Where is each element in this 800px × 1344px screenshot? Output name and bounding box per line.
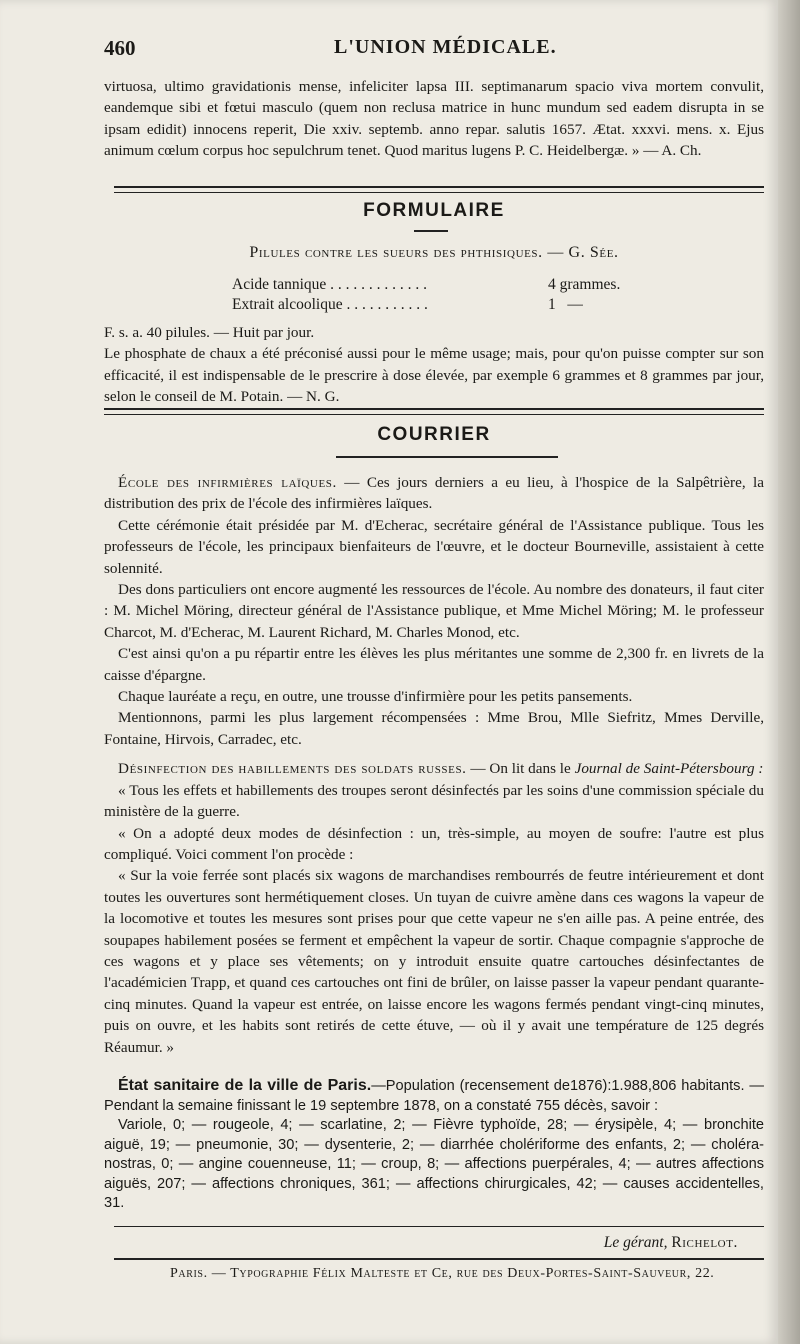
gerant-name: Richelot.	[671, 1234, 738, 1251]
gerant-line	[604, 1234, 738, 1252]
ingredient-name: Acide tannique	[232, 276, 327, 293]
section-divider-thin	[104, 414, 764, 415]
epitaph-block	[104, 76, 764, 162]
recipe-title-row	[104, 244, 764, 262]
heading-dash	[414, 230, 448, 232]
etat-intro-text: —Population (recensement de1876):1.988,806 habitants. — Pendant la semaine finissant le 19 septembre 1878, on a constaté 755 décès, savoir :	[104, 1078, 765, 1114]
imprint-line	[170, 1266, 760, 1282]
leader-dots: . . . . . . . . . . . . .	[326, 276, 428, 293]
etat-intro	[104, 1076, 764, 1116]
ecole-paragraph: C'est ainsi qu'on a pu répartir entre les élèves les plus méritantes une somme de 2,300 fr. en livrets de la caisse d'épargne.	[104, 645, 764, 684]
desinfection-title: Désinfection des habillements des soldats russes.	[118, 760, 467, 778]
courrier-body	[104, 472, 764, 1058]
etat-sanitaire-block	[104, 1076, 764, 1214]
leader-dots: . . . . . . . . . . .	[342, 296, 428, 313]
journal-title: L'UNION MÉDICALE.	[334, 36, 557, 58]
footer-divider	[114, 1226, 764, 1227]
section-divider	[104, 408, 764, 410]
desinfection-lead: — On lit dans le	[466, 760, 575, 778]
ingredient-row	[232, 276, 427, 294]
epitaph-text: virtuosa, ultimo gravidationis mense, infeliciter lapsa III. septimanarum spacio viva mortem convulit, eandemque sibi et fœtui masculo (quem non reclusa matrice in hunc mundum sed eadem disrupta in se ipsam edidit) innocens reperit, Die xxiv. septemb. anno repar. salutis 1657. Ætat. xxxvi. mens. x. Ejus animum cœlum corpus hoc sepulchrum tenet. Quod maritus lugens P. C. Heidelbergæ. » — A. Ch.	[104, 78, 764, 160]
ecole-paragraph: Des dons particuliers ont encore augmenté les ressources de l'école. Au nombre des donateurs, il faut citer : M. Michel Möring, directeur général de l'Assistance publique, et Mme Michel Möring; M. le professeur Charcot, M. d'Echerac, M. Laurent Richard, M. Charles Monod, etc.	[104, 581, 764, 641]
formulaire-heading: FORMULAIRE	[363, 200, 505, 221]
recipe-directions: F. s. a. 40 pilules. — Huit par jour.	[104, 324, 315, 341]
etat-title: État sanitaire de la ville de Paris.	[118, 1077, 372, 1094]
ecole-paragraph: Chaque lauréate a reçu, en outre, une trousse d'infirmière pour les petits pansements.	[118, 688, 633, 706]
ecole-lead: — Ces jours derniers a eu lieu, à l'hospice de la Salpêtrière, la distribution des prix de l'école des infirmières laïques.	[104, 474, 764, 513]
recipe-title: Pilules contre les sueurs des phthisiques. — G. Sée.	[249, 244, 619, 261]
ecole-paragraph: Cette cérémonie était présidée par M. d'Echerac, secrétaire général de l'Assistance publique. Tous les professeurs de l'école, les principaux bienfaiteurs de l'œuvre, et le docteur Bourneville, assistaient à cette solennité.	[104, 516, 764, 577]
desinfection-paragraph: « Tous les effets et habillements des troupes seront désinfectés par les soins d'une commission spéciale du ministère de la guerre.	[104, 781, 764, 821]
section-divider-top-thin	[114, 192, 764, 193]
page-edge-shadow	[778, 0, 800, 1344]
ingredient-quantity: 1 —	[548, 296, 583, 313]
courrier-section	[104, 424, 764, 454]
desinfection-paragraph: « Sur la voie ferrée sont placés six wagons de marchandises rembourrés de feutre intérieurement et dont toutes les ouvertures sont hermétiquement closes. Un tuyan de cuivre amène dans ces wagons la vapeur de la locomotive et toutes les mesures sont prises pour que cette vapeur ne s'en aille pas. A peine entrée, des soupapes habilement posées se ferment et empêchent la vapeur de sortir. Chaque compagnie s'approche de ces wagons et y place ses vêtements; on y introduit ensuite quatre cartouches désinfectantes de l'académicien Trapp, et quand ces cartouches ont fini de brûler, on laisse passer la vapeur pendant quarante-cinq minutes. Quand la vapeur est entrée, on laisse encore les wagons fermés pendant vingt-cinq minutes, puis on ouvre, et les habits sont retirés de cette étuve, — où il y avait une température de 125 degrés Réaumur. »	[104, 867, 764, 1056]
formulaire-body	[104, 322, 764, 408]
ecole-title: École des infirmières laïques.	[118, 474, 337, 491]
footer-rule	[114, 1258, 764, 1260]
gerant-label: Le gérant,	[603, 1234, 668, 1251]
ecole-paragraph	[104, 472, 764, 515]
ingredient-quantity: 4 grammes.	[548, 276, 621, 293]
section-divider-top	[114, 186, 764, 188]
heading-underline	[336, 456, 558, 458]
page-header	[104, 36, 764, 60]
ecole-paragraph: Mentionnons, parmi les plus largement récompensées : Mme Brou, Mlle Siefritz, Mmes Derville, Fontaine, Hirvois, Carradec, etc.	[104, 709, 764, 748]
courrier-heading: COURRIER	[377, 424, 491, 445]
journal-name: Journal de Saint-Pétersbourg :	[574, 760, 764, 778]
desinfection-paragraph	[104, 758, 764, 779]
desinfection-paragraph: « On a adopté deux modes de désinfection : un, très-simple, au moyen de soufre: l'autre est plus compliqué. Voici comment l'on procède :	[104, 824, 764, 863]
page-number: 460	[104, 36, 136, 60]
ingredient-name: Extrait alcoolique	[232, 296, 343, 313]
ingredient-row	[232, 296, 428, 314]
etat-list: Variole, 0; — rougeole, 4; — scarlatine, 2; — Fièvre typhoïde, 28; — érysipèle, 4; — bronchite aiguë, 19; — pneumonie, 30; — dysenterie, 2; — diarrhée cholériforme des enfants, 2; — choléra-nostras, 0; — angine couenneuse, 11; — croup, 8; — affections puerpérales, 4; — autres affections aiguës, 207; — affections chroniques, 361; — affections chirurgicales, 42; — causes accidentelles, 31.	[104, 1117, 764, 1211]
imprint-text: Paris. — Typographie Félix Malteste et Ce, rue des Deux-Portes-Saint-Sauveur, 22.	[170, 1266, 715, 1281]
formulaire-section	[104, 200, 764, 230]
recipe-note: Le phosphate de chaux a été préconisé aussi pour le même usage; mais, pour qu'on puisse compter sur son efficacité, il est indispensable de le prescrire à dose élevée, par exemple 6 grammes et 8 grammes par jour, selon le conseil de M. Potain. — N. G.	[104, 345, 764, 406]
